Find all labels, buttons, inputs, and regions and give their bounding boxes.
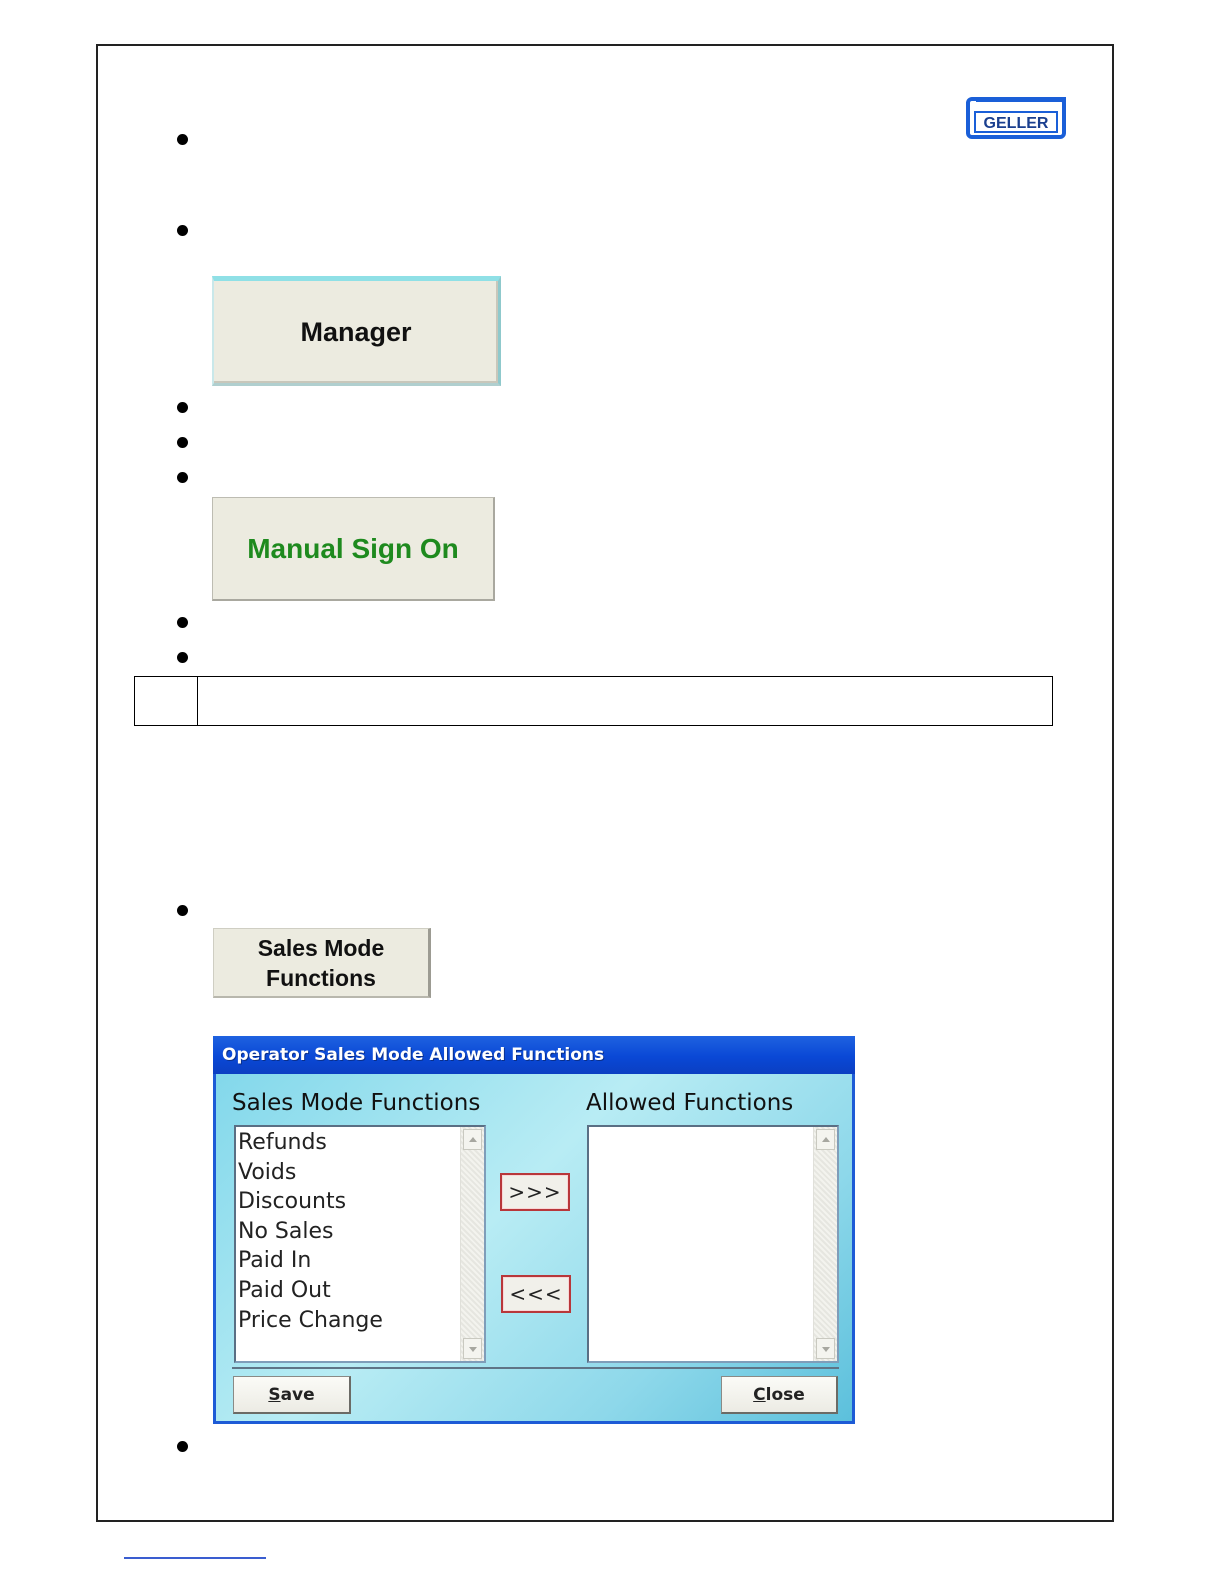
save-button[interactable] bbox=[233, 1376, 351, 1414]
bullet-3 bbox=[177, 402, 188, 413]
dialog-separator bbox=[232, 1367, 839, 1369]
bullet-4 bbox=[177, 437, 188, 448]
manual-sign-on-button[interactable] bbox=[212, 497, 495, 601]
list-item[interactable]: Voids bbox=[238, 1159, 297, 1185]
add-function-button[interactable]: >>> bbox=[500, 1173, 570, 1211]
bullet-1 bbox=[177, 134, 188, 145]
list-item[interactable]: Price Change bbox=[238, 1307, 383, 1333]
footer-rule bbox=[124, 1557, 266, 1559]
right-scrollbar[interactable] bbox=[813, 1127, 837, 1361]
list-item[interactable]: Paid Out bbox=[238, 1277, 331, 1303]
list-item[interactable]: Refunds bbox=[238, 1130, 327, 1155]
note-icon-cell bbox=[135, 677, 198, 725]
sales-mode-functions-items bbox=[238, 1128, 383, 1335]
sales-mode-functions-label: Sales Mode Functions bbox=[232, 1090, 481, 1116]
scroll-down-arrow-icon[interactable] bbox=[463, 1338, 482, 1359]
note-text-cell bbox=[198, 677, 1052, 725]
geller-logo bbox=[966, 96, 1066, 140]
close-mnemonic: C bbox=[753, 1384, 766, 1405]
bullet-9 bbox=[177, 1441, 188, 1452]
allowed-functions-list[interactable] bbox=[587, 1125, 839, 1363]
note-table bbox=[134, 676, 1053, 726]
left-scrollbar[interactable] bbox=[460, 1127, 484, 1361]
manual-sign-on-label: Manual Sign On bbox=[247, 532, 459, 564]
remove-function-button[interactable]: <<< bbox=[501, 1275, 571, 1313]
bullet-7 bbox=[177, 652, 188, 663]
bullet-2 bbox=[177, 225, 188, 236]
close-label-rest: lose bbox=[765, 1384, 805, 1405]
sales-mode-line1: Sales Mode bbox=[257, 934, 385, 961]
scroll-up-arrow-icon[interactable] bbox=[816, 1129, 835, 1150]
save-mnemonic: S bbox=[268, 1384, 281, 1405]
manager-button[interactable] bbox=[212, 276, 501, 386]
list-item[interactable]: No Sales bbox=[238, 1218, 334, 1244]
manager-button-label: Manager bbox=[300, 316, 412, 347]
scroll-up-arrow-icon[interactable] bbox=[463, 1129, 482, 1150]
list-item[interactable]: Paid In bbox=[238, 1248, 312, 1274]
bullet-8 bbox=[177, 905, 188, 916]
logo-text: GELLER bbox=[983, 115, 1049, 132]
sales-mode-functions-button[interactable] bbox=[213, 928, 431, 998]
sales-mode-line2: Functions bbox=[266, 964, 376, 991]
bullet-5 bbox=[177, 472, 188, 483]
dialog-title: Operator Sales Mode Allowed Functions bbox=[213, 1036, 855, 1074]
save-label-rest: ave bbox=[280, 1384, 315, 1405]
sales-mode-functions-list[interactable] bbox=[234, 1125, 486, 1363]
allowed-functions-label: Allowed Functions bbox=[586, 1090, 794, 1116]
list-item[interactable]: Discounts bbox=[238, 1189, 347, 1215]
close-button[interactable] bbox=[721, 1376, 838, 1414]
scroll-down-arrow-icon[interactable] bbox=[816, 1338, 835, 1359]
bullet-6 bbox=[177, 617, 188, 628]
